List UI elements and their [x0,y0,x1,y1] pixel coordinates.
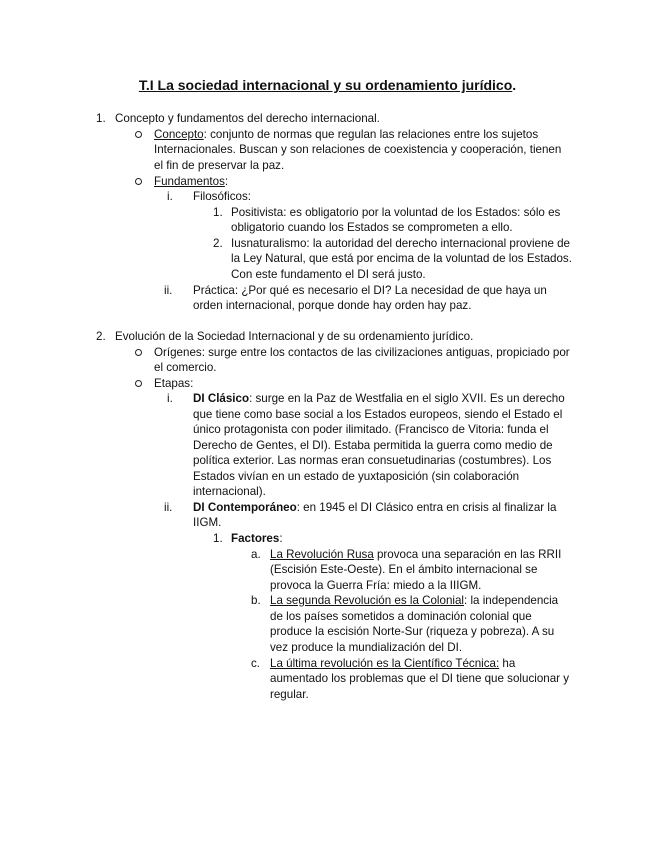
iusnaturalismo-line-2: la Ley Natural, que está por encima de la voluntad de los Estados. [231,252,572,265]
filosoficos-label: Filosóficos: [193,190,251,203]
fundamentos-heading: Fundamentos: [154,175,229,188]
factor-a-marker: a. [251,548,261,561]
factor-c-line-3: regular. [270,688,309,701]
contemporaneo-line-1: DI Contemporáneo: en 1945 el DI Clásico entra en crisis al finalizar la [193,501,557,514]
contemporaneo-label: DI Contemporáneo [193,501,297,514]
roman-ii-marker: ii. [164,284,173,297]
bullet-circle [135,131,142,138]
title-period: . [512,77,517,93]
factor-c-marker: c. [251,657,261,670]
clasico-line-1: DI Clásico: surge en la Paz de Westfalia en el siglo XVII. Es un derecho [193,392,565,405]
page-title [0,77,655,93]
clasico-marker: i. [167,392,173,405]
factores-number: 1. [213,532,223,545]
factor-b-marker: b. [251,594,261,607]
factor-b-label: La segunda Revolución es la Colonial [270,594,465,607]
bullet-circle [135,178,142,185]
etapas-label: Etapas: [154,377,194,390]
positivista-line-1: Positivista: es obligatorio por la voluntad de los Estados: sólo es [231,206,561,219]
factor-a-line-2: (Escisión Este-Oeste). En el ámbito internacional se [270,563,538,576]
clasico-line-7: internacional). [193,485,266,498]
factor-b-line-1: La segunda Revolución es la Colonial: la independencia [270,594,559,607]
factor-c-line-1: La última revolución es la Científico Técnica: ha [270,657,516,670]
clasico-line-5: política exterior. Las normas eran consuetudinarias (costumbres). Los [193,454,552,467]
concepto-label: Concepto [154,128,204,141]
practica-line-1: Práctica: ¿Por qué es necesario el DI? La necesidad de que haya un [193,284,547,297]
origenes-line-1: Orígenes: surge entre los contactos de las civilizaciones antiguas, propiciado por [154,346,570,359]
section-1-heading: Concepto y fundamentos del derecho internacional. [115,112,380,125]
factor-b-line-3: produce la escisión Norte-Sur (riqueza y pobreza). A su [270,625,555,638]
factor-a-line-1: La Revolución Rusa provoca una separación en las RRII [270,548,562,561]
contemporaneo-line-2: IIGM. [193,516,222,529]
factor-c-label: La última revolución es la Científico Técnica: [270,657,500,670]
section-1-number: 1. [96,112,106,125]
roman-i-marker: i. [167,190,173,203]
contemporaneo-marker: ii. [164,501,173,514]
positivista-number: 1. [213,206,223,219]
clasico-label: DI Clásico [193,392,250,405]
iusnaturalismo-number: 2. [213,237,223,250]
positivista-line-2: obligatorio cuando los Estados se comprometen a ello. [231,221,513,234]
concepto-line-1: Concepto: conjunto de normas que regulan las relaciones entre los sujetos [154,128,539,141]
clasico-line-3: único protagonista con poder ilimitado. (Francisco de Vitoria: funda el [193,423,549,436]
factor-b-line-2: de los países sometidos a dominación colonial que [270,610,532,623]
title-text: T.I La sociedad internacional y su ordenamiento jurídico [138,77,513,93]
clasico-line-4: Derecho de Gentes, el DI). Estaba permitida la guerra como medio de [193,439,553,452]
factor-a-line-3: provoca la Guerra Fría: miedo a la IIIGM. [270,579,482,592]
factores-label: Factores [231,532,280,545]
concepto-line-2: Internacionales. Buscan y son relaciones de coexistencia y cooperación, tienen [154,143,562,156]
bullet-circle [135,349,142,356]
origenes-line-2: el comercio. [154,361,217,374]
iusnaturalismo-line-3: Con este fundamento el DI será justo. [231,268,426,281]
clasico-line-2: que tiene como base social a los Estados europeos, siendo el Estado el [193,408,563,421]
practica-line-2: orden internacional, porque donde hay orden hay paz. [193,299,472,312]
section-2-heading: Evolución de la Sociedad Internacional y de su ordenamiento jurídico. [115,330,474,343]
section-2-number: 2. [96,330,106,343]
clasico-line-6: Estados vivían en un estado de yuxtaposición (sin colaboración [193,470,520,483]
bullet-circle [135,380,142,387]
iusnaturalismo-line-1: Iusnaturalismo: la autoridad del derecho internacional proviene de [231,237,571,250]
factor-c-line-2: aumentado los problemas que el DI tiene que solucionar y [270,672,570,685]
concepto-line-3: el fin de preservar la paz. [154,159,285,172]
factor-b-line-4: vez produce la mundialización del DI. [270,641,463,654]
fundamentos-label: Fundamentos [154,175,225,188]
factores-heading: Factores: [231,532,283,545]
factor-a-label: La Revolución Rusa [270,548,374,561]
